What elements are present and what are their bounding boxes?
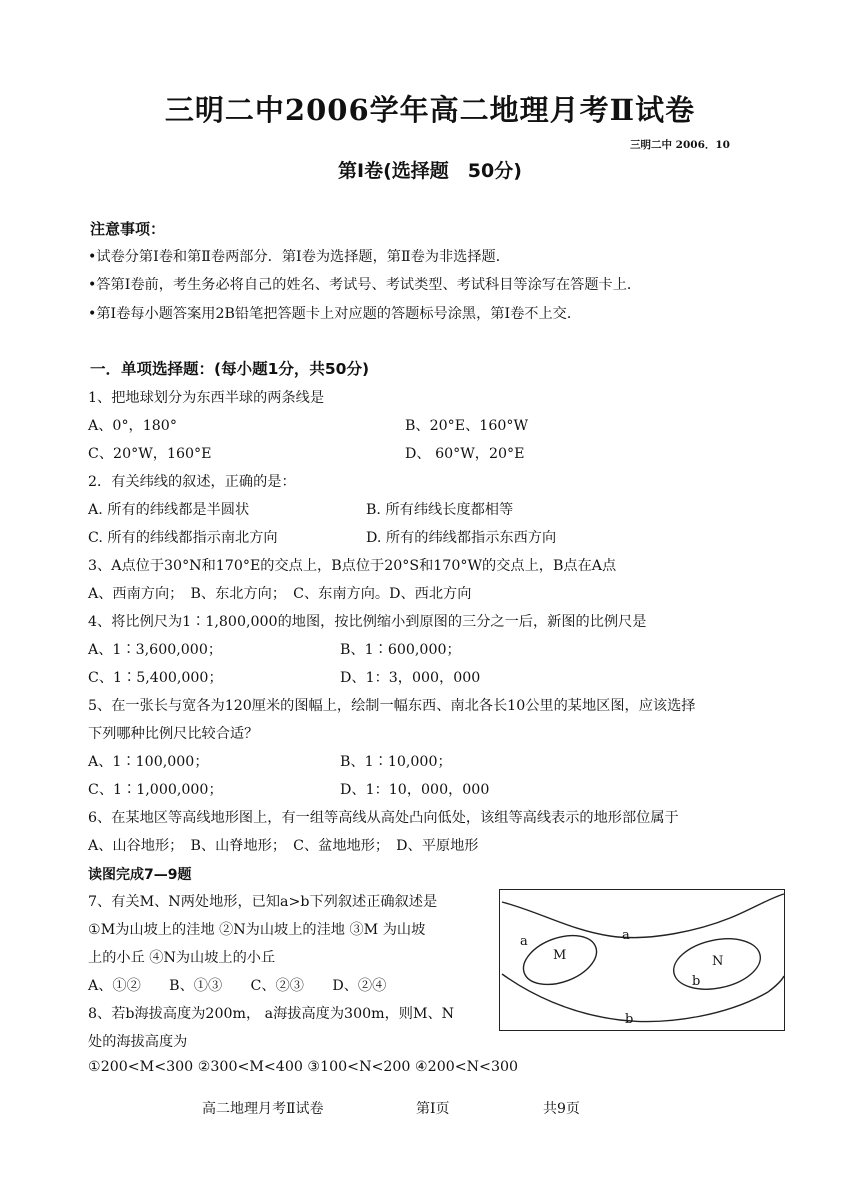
- page-title: 三明二中2006学年高二地理月考Ⅱ试卷: [164, 93, 696, 127]
- notes-title: 注意事项：: [90, 220, 166, 238]
- label-n: N: [712, 954, 724, 969]
- school-date: 三明二中 2006．10: [630, 139, 730, 151]
- question-stem: 下列哪种比例尺比较合适？: [88, 726, 259, 742]
- label-a-top: a: [622, 928, 630, 943]
- option-a: A、1∶100,000；: [88, 754, 209, 770]
- label-a-left: a: [520, 934, 528, 949]
- question-stem: 3、A点位于30°N和170°E的交点上，B点位于20°S和170°W的交点上，B点在A点: [88, 558, 617, 574]
- options-line: A、山谷地形； B、山脊地形； C、盆地地形； D、平原地形: [88, 838, 479, 854]
- question-stem: 8、若b海拔高度为200m， a海拔高度为300m，则M、N: [88, 1006, 455, 1022]
- label-b-right: b: [692, 974, 701, 989]
- option-d: D、1：3，000，000: [340, 670, 481, 686]
- option-d: D. 所有的纬线都指示东西方向: [366, 530, 557, 546]
- note-item: •答第Ⅰ卷前，考生务必将自己的姓名、考试号、考试类型、考试科目等涂写在答题卡上．: [88, 277, 642, 293]
- question-stem: 6、在某地区等高线地形图上，有一组等高线从高处凸向低处，该组等高线表示的地形部位属于: [88, 810, 679, 826]
- option-b: B、1∶600,000；: [340, 642, 461, 658]
- option-b: B. 所有纬线长度都相等: [366, 502, 514, 518]
- contour-lines: [500, 890, 786, 1032]
- option-a: A. 所有的纬线都是半圆状: [88, 502, 250, 518]
- option-d: D、 60°W，20°E: [405, 446, 525, 462]
- footer-title: 高二地理月考Ⅱ试卷: [202, 1101, 324, 1117]
- option-c: C、20°W，160°E: [88, 446, 212, 462]
- note-item: •试卷分第Ⅰ卷和第Ⅱ卷两部分．第Ⅰ卷为选择题，第Ⅱ卷为非选择题．: [88, 249, 510, 265]
- options-line: A、西南方向； B、东北方向； C、东南方向。D、西北方向: [88, 586, 472, 602]
- question-stem: 7、有关M、N两处地形，已知a>b下列叙述正确叙述是: [88, 894, 438, 910]
- options-line: A、①② B、①③ C、②③ D、②④: [88, 978, 387, 994]
- option-a: A、0°，180°: [88, 418, 177, 434]
- option-c: C. 所有的纬线都指示南北方向: [88, 530, 278, 546]
- question-stem: ①M为山坡上的洼地 ②N为山坡上的洼地 ③M 为山坡: [88, 922, 426, 938]
- option-b: B、20°E、160°W: [405, 418, 529, 434]
- option-d: D、1：10，000，000: [340, 782, 490, 798]
- footer-page: 第Ⅰ页: [416, 1101, 450, 1117]
- note-item: •第Ⅰ卷每小题答案用2B铅笔把答题卡上对应题的答题标号涂黑，第Ⅰ卷不上交．: [88, 306, 582, 322]
- contour-map: [499, 889, 785, 1031]
- question-stem: 处的海拔高度为: [88, 1034, 188, 1050]
- reading-instruction: 读图完成7—9题: [88, 867, 192, 883]
- section-title: 一．单项选择题：(每小题1分，共50分): [90, 360, 370, 378]
- option-c: C、1∶1,000,000；: [88, 782, 223, 798]
- label-m: M: [553, 948, 567, 963]
- part-subtitle: 第Ⅰ卷(选择题 50分): [338, 160, 522, 182]
- label-b-bottom: b: [625, 1012, 634, 1027]
- question-stem: 上的小丘 ④N为山坡上的小丘: [88, 950, 276, 966]
- option-b: B、1∶10,000；: [340, 754, 452, 770]
- question-stem: 5、在一张长与宽各为120厘米的图幅上，绘制一幅东西、南北各长10公里的某地区图，应该选择: [88, 698, 696, 714]
- question-stem: 1、把地球划分为东西半球的两条线是: [88, 390, 325, 406]
- question-stem: 4、将比例尺为1∶1,800,000的地图，按比例缩小到原图的三分之一后，新图的比例尺是: [88, 614, 647, 630]
- footer-total: 共9页: [543, 1101, 580, 1117]
- option-a: A、1∶3,600,000；: [88, 642, 223, 658]
- options-line: ①200<M<300 ②300<M<400 ③100<N<200 ④200<N<300: [88, 1059, 519, 1075]
- option-c: C、1∶5,400,000；: [88, 670, 223, 686]
- question-stem: 2．有关纬线的叙述，正确的是：: [88, 474, 296, 490]
